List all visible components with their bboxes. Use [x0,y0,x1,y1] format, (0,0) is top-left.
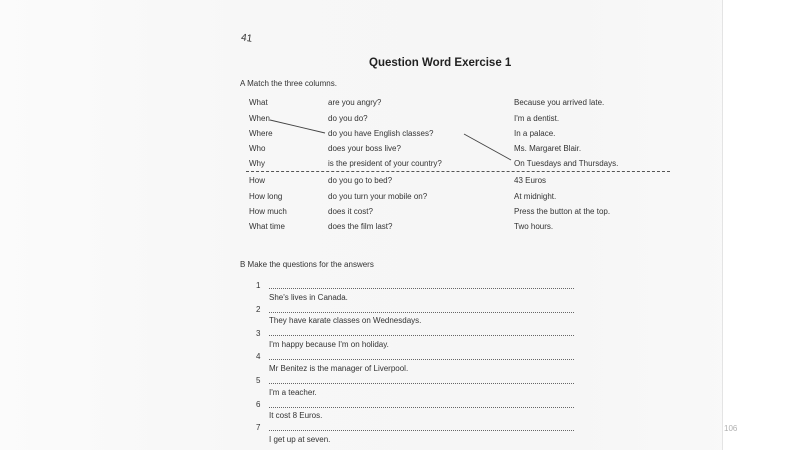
given-answer: I get up at seven. [269,435,331,444]
question-answer: I'm a dentist. [514,114,560,123]
answer-blank-line [269,359,574,360]
question-middle: does the film last? [328,222,393,231]
section-a-instruction: A Match the three columns. [240,79,337,88]
given-answer: Mr Benitez is the manager of Liverpool. [269,364,409,373]
question-answer: On Tuesdays and Thursdays. [514,159,619,168]
question-word: How long [249,192,283,201]
given-answer: I'm happy because I'm on holiday. [269,340,389,349]
question-word: When [249,114,270,123]
question-word: What time [249,222,286,231]
item-number: 2 [256,305,261,314]
item-number: 7 [256,423,261,432]
question-middle: do you go to bed? [328,176,393,185]
match-line-classes-tuesdays [464,134,511,160]
worksheet-title: Question Word Exercise 1 [369,57,512,69]
question-answer: Because you arrived late. [514,98,605,107]
question-answer: At midnight. [514,192,557,201]
item-number: 6 [256,400,261,409]
question-answer: Ms. Margaret Blair. [514,144,582,153]
answer-blank-line [269,430,574,431]
item-number: 1 [256,281,261,290]
answer-blank-line [269,312,574,313]
question-middle: do you have English classes? [328,129,434,138]
question-answer: In a palace. [514,129,556,138]
question-word: Why [249,159,265,168]
item-number: 4 [256,352,261,361]
answer-blank-line [269,335,574,336]
given-answer: I'm a teacher. [269,388,317,397]
question-middle: do you do? [328,114,368,123]
question-middle: does your boss live? [328,144,401,153]
question-word: Where [249,129,273,138]
question-word: What [249,98,268,107]
question-answer: Press the button at the top. [514,207,611,216]
question-word: Who [249,144,266,153]
question-middle: are you angry? [328,98,382,107]
item-number: 5 [256,376,261,385]
question-middle: does it cost? [328,207,373,216]
question-answer: 43 Euros [514,176,547,185]
given-answer: It cost 8 Euros. [269,411,323,420]
page-number: 106 [724,424,738,433]
answer-blank-line [269,383,574,384]
match-line-when-where [270,120,325,133]
section-b-instruction: B Make the questions for the answers [240,260,374,269]
question-middle: is the president of your country? [328,159,442,168]
item-number: 3 [256,329,261,338]
given-answer: They have karate classes on Wednesdays. [269,316,422,325]
given-answer: She's lives in Canada. [269,293,348,302]
question-word: How [249,176,266,185]
question-word: How much [249,207,287,216]
margin-handwriting: 41 [240,32,253,45]
question-answer: Two hours. [514,222,554,231]
answer-blank-line [269,288,574,289]
answer-blank-line [269,407,574,408]
question-middle: do you turn your mobile on? [328,192,428,201]
